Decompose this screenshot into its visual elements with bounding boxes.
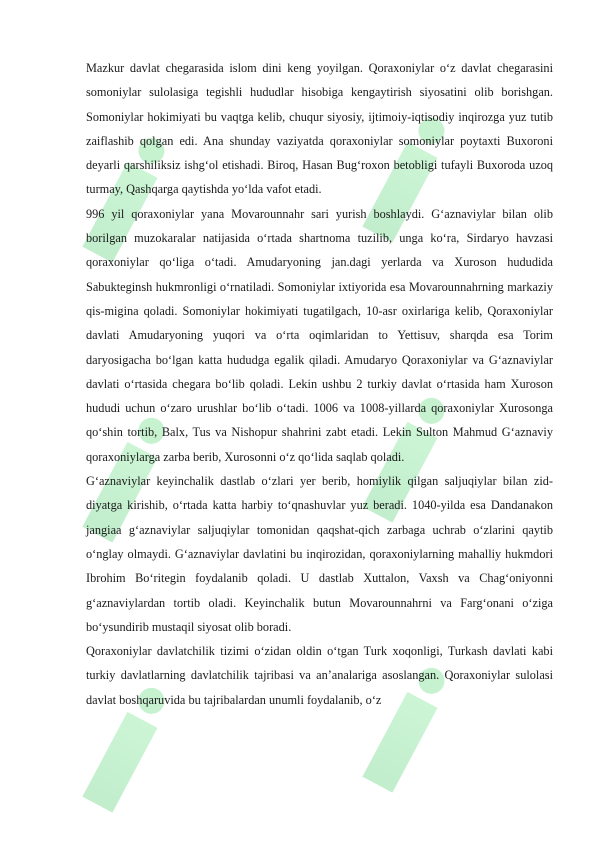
paragraph-4: Qoraxoniylar davlatchilik tizimi o‘zidan oldin o‘tgan Turk xoqonligi, Turkash davlati kabi turkiy davlatlarning davlatchilik tajribasi va an’analariga asoslangan. Qoraxoniylar sulolasi davlat boshqaruvida bu tajribalardan unumli foydalanib, o‘z	[86, 644, 553, 707]
document-page	[86, 56, 553, 712]
paragraph-1: Mazkur davlat chegarasida islom dini keng yoyilgan. Qoraxoniylar o‘z davlat chegarasini somoniylar sulolasiga tegishli hududlar hisobiga kengaytirish siyosatini olib borishgan. Somoniylar hokimiyati bu vaqtga kelib, chuqur siyosiy, ijtimoiy-iqtisodiy inqirozga yuz tutib zaiflashib qolgan edi. Ana shunday vaziyatda qoraxoniylar somoniylar poytaxti Buxoroni deyarli qarshiliksiz ishg‘ol etishadi. Biroq, Hasan Bug‘roxon betobligi tufayli Buxoroda uzoq turmay, Qashqarga qaytishda yo‘lda vafot etadi.	[86, 61, 553, 197]
paragraph-3: G‘aznaviylar keyinchalik dastlab o‘zlari yer berib, homiylik qilgan saljuqiylar bilan zid-diyatga kirishib, o‘rtada katta harbiy to‘qnashuvlar yuz beradi. 1040-yilda esa Dandanakon jangiaa g‘aznaviylar saljuqiylar tomonidan qaqshat-qich zarbaga uchrab o‘zlarini qaytib o‘nglay olmaydi. G‘aznaviylar davlatini bu inqirozidan, qoraxoniylarning mahalliy hukmdori Ibrohim Bo‘ritegin foydalanib qoladi. U dastlab Xuttalon, Vaxsh va Chag‘oniyonni g‘aznaviylardan tortib oladi. Keyinchalik butun Movarounnahrni va Farg‘onani o‘ziga bo‘ysundirib mustaqil siyosat olib boradi.	[86, 474, 553, 634]
paragraph-2: 996 yil qoraxoniylar yana Movarounnahr sari yurish boshlaydi. G‘aznaviylar bilan olib borilgan muzokaralar natijasida o‘rtada shartnoma tuzilib, unga ko‘ra, Sirdaryo havzasi qoraxoniylar qo‘liga o‘tadi. Amudaryoning jan.dagi yerlarda va Xuroson hududida Sabukteginsh hukmronligi o‘rnatiladi. Somoniylar ixtiyorida esa Movarounnahrning markaziy qis-migina qoladi. Somoniylar hokimiyati tugatilgach, 10-asr oxirlariga kelib, Qoraxoniylar davlati Amudaryoning yuqori va o‘rta oqimlaridan to Yettisuv, sharqda esa Torim daryosigacha bo‘lgan katta hududga egalik qiladi. Amudaryo Qoraxoniylar va G‘aznaviylar davlati o‘rtasida chegara bo‘lib qoladi. Lekin ushbu 2 turkiy davlat o‘rtasida ham Xuroson hududi uchun o‘zaro urushlar bo‘lib o‘tadi. 1006 va 1008-yillarda qoraxoniylar Xurosonga qo‘shin tortib, Balx, Tus va Nishopur shahrini zabt etadi. Lekin Sulton Mahmud G‘aznaviy qoraxoniylarga zarba berib, Xurosonni o‘z qo‘lida saqlab qoladi.	[86, 206, 553, 464]
